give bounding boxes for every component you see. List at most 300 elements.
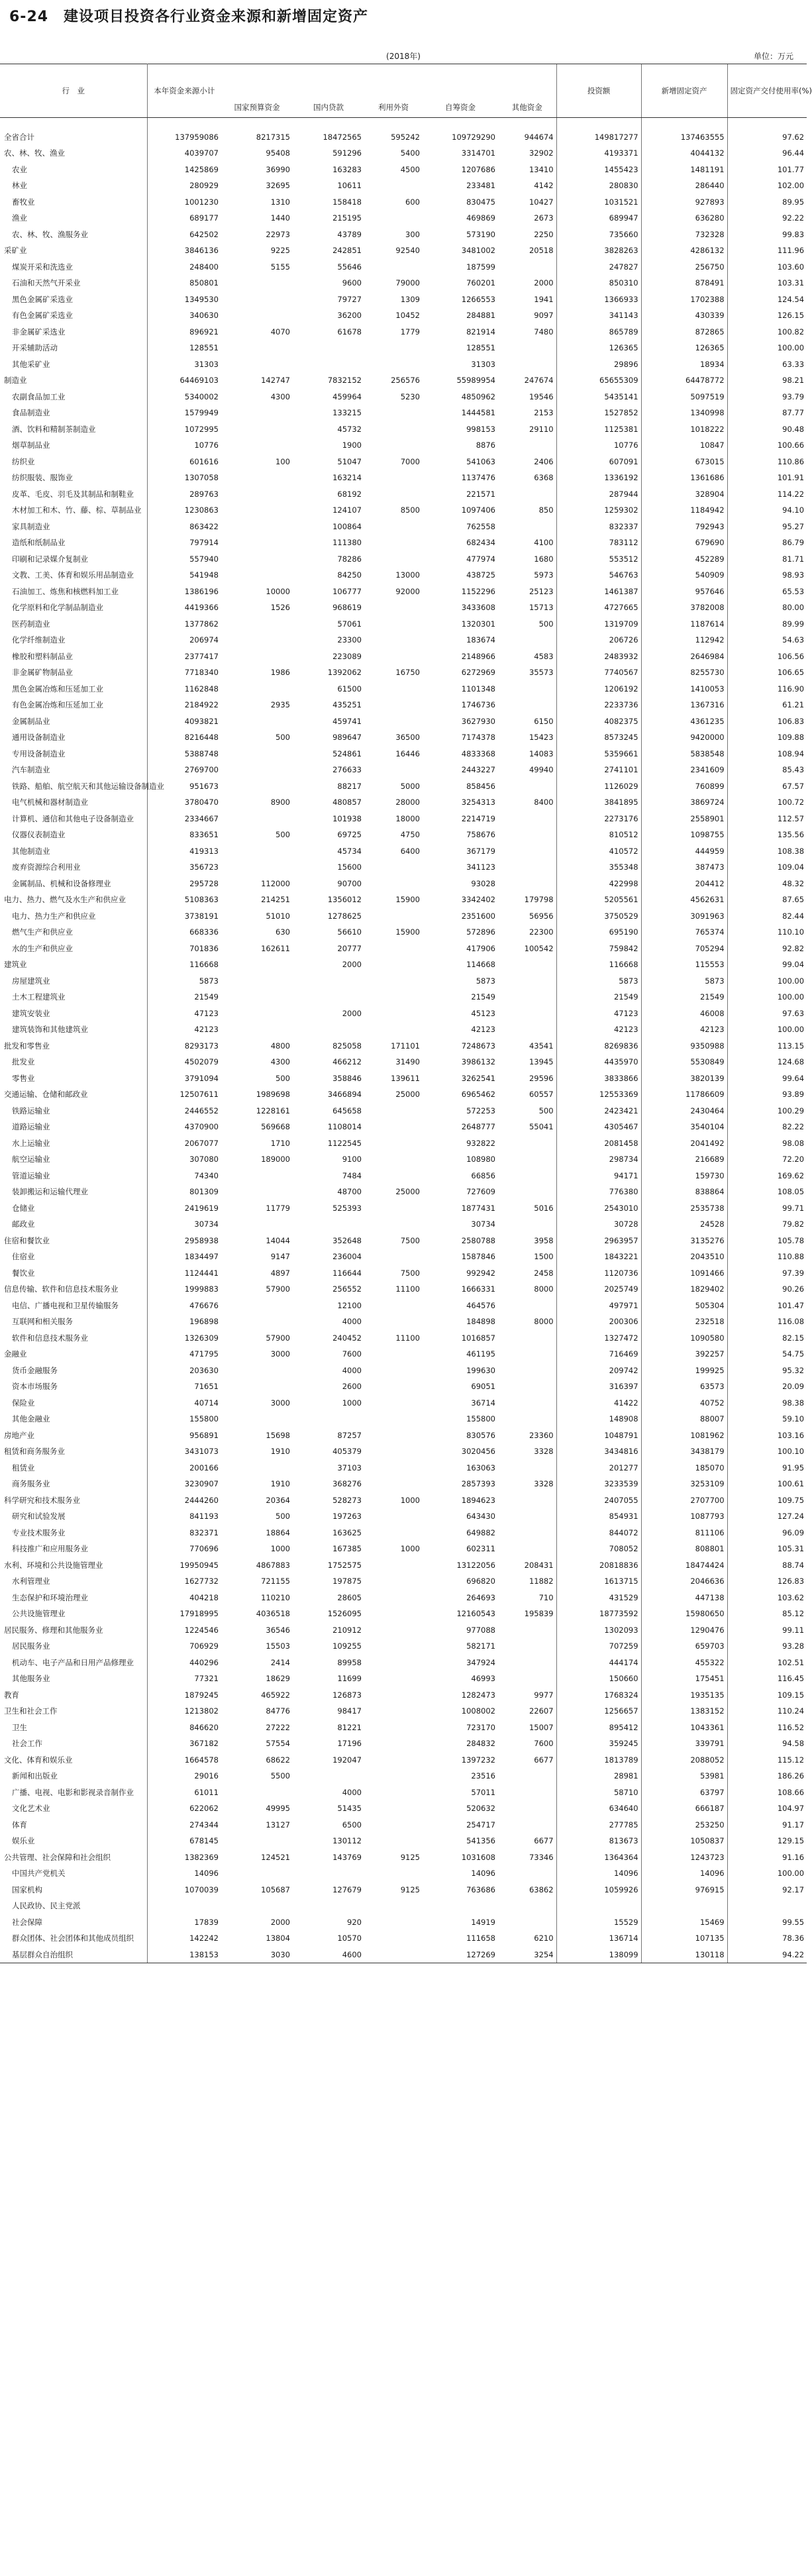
- row-label: 渔业: [0, 210, 147, 227]
- cell-foreign-capital: [364, 1557, 423, 1574]
- cell-investment: 1125381: [556, 421, 641, 438]
- cell-delivery-rate: 90.48: [727, 421, 807, 438]
- cell-foreign-capital: [364, 616, 423, 633]
- row-label: 黑色金属矿采选业: [0, 291, 147, 308]
- cell-total-funds: 10776: [194, 440, 219, 450]
- row-label: 其他制造业: [0, 843, 147, 860]
- cell-delivery-rate: 124.68: [727, 1054, 807, 1070]
- cell-investment: 2081458: [556, 1135, 641, 1152]
- cell-state-budget: 11779: [266, 1203, 290, 1213]
- cell-investment: 1059926: [556, 1882, 641, 1898]
- cell-delivery-rate: 81.71: [727, 551, 807, 568]
- cell-self-raised: 2648777: [461, 1122, 495, 1132]
- cell-state-budget: 162611: [261, 943, 290, 953]
- cell-self-raised: 1587846: [461, 1252, 495, 1262]
- cell-delivery-rate: 85.43: [727, 762, 807, 778]
- cell-delivery-rate: 116.52: [727, 1720, 807, 1736]
- cell-self-raised: 572253: [466, 1106, 495, 1115]
- cell-state-budget: [221, 1005, 293, 1022]
- cell-other-funds: 4142: [534, 181, 554, 191]
- cell-new-fixed-assets: 1090580: [641, 1330, 727, 1347]
- cell-total-funds: 841193: [189, 1512, 219, 1521]
- cell-state-budget: 1440: [270, 213, 290, 223]
- cell-state-budget: 500: [276, 1073, 290, 1083]
- cell-other-funds: [498, 437, 556, 454]
- cell-delivery-rate: 105.31: [727, 1541, 807, 1557]
- cell-self-raised: 1008002: [461, 1706, 495, 1716]
- header-state-budget: 国家预算资金: [221, 97, 293, 118]
- row-label: 酒、饮料和精制茶制造业: [0, 421, 147, 438]
- row-label: 造纸和纸制品业: [0, 535, 147, 551]
- cell-delivery-rate: 129.15: [727, 1833, 807, 1849]
- cell-other-funds: [498, 681, 556, 697]
- cell-total-funds: 1425869: [184, 164, 219, 174]
- cell-total-funds: 206974: [189, 635, 219, 645]
- table-row: [0, 697, 807, 713]
- row-label: 石油加工、炼焦和核燃料加工业: [0, 584, 147, 600]
- cell-total-funds: 3791094: [184, 1073, 219, 1083]
- cell-delivery-rate: 108.94: [727, 746, 807, 762]
- cell-total-funds: 203630: [189, 1365, 219, 1375]
- table-row: [0, 178, 807, 194]
- cell-foreign-capital: 10452: [395, 311, 420, 321]
- cell-total-funds: 5873: [199, 976, 219, 986]
- cell-foreign-capital: 595242: [391, 132, 420, 142]
- cell-investment: 359245: [556, 1735, 641, 1752]
- row-label: 卫生和社会工作: [0, 1703, 147, 1720]
- table-row: [0, 502, 807, 519]
- cell-other-funds: 49940: [529, 765, 554, 775]
- cell-foreign-capital: 5400: [400, 148, 420, 158]
- cell-other-funds: [498, 1005, 556, 1022]
- cell-foreign-capital: 171101: [391, 1041, 420, 1051]
- row-label: 水的生产和供应业: [0, 941, 147, 957]
- row-label: 专业技术服务业: [0, 1525, 147, 1541]
- row-label: 道路运输业: [0, 1119, 147, 1135]
- cell-domestic-loans: 7832152: [327, 376, 362, 386]
- cell-domestic-loans: 7600: [342, 1349, 362, 1359]
- cell-domestic-loans: 4000: [342, 1365, 362, 1375]
- cell-self-raised: 42123: [471, 1025, 495, 1035]
- cell-delivery-rate: 106.83: [727, 713, 807, 730]
- cell-delivery-rate: 100.10: [727, 1443, 807, 1460]
- cell-new-fixed-assets: 2341609: [641, 762, 727, 778]
- cell-investment: 341143: [556, 307, 641, 324]
- cell-other-funds: [498, 1363, 556, 1379]
- cell-self-raised: 183674: [466, 635, 495, 645]
- cell-new-fixed-assets: 1290476: [641, 1622, 727, 1639]
- cell-domestic-loans: 43789: [337, 229, 362, 239]
- cell-investment: 8269836: [556, 1038, 641, 1055]
- cell-new-fixed-assets: 666187: [641, 1800, 727, 1817]
- cell-total-funds: 2377417: [184, 651, 219, 661]
- cell-total-funds: 3230907: [184, 1479, 219, 1489]
- table-row: [0, 1168, 807, 1184]
- cell-investment: 813673: [556, 1833, 641, 1849]
- cell-self-raised: 582171: [466, 1641, 495, 1651]
- cell-self-raised: 66856: [471, 1170, 495, 1180]
- cell-other-funds: 14083: [529, 748, 554, 758]
- cell-foreign-capital: [364, 535, 423, 551]
- cell-total-funds: 2067077: [184, 1138, 219, 1148]
- cell-new-fixed-assets: [641, 1898, 727, 1914]
- cell-state-budget: [221, 762, 293, 778]
- cell-total-funds: 2769700: [184, 765, 219, 775]
- cell-new-fixed-assets: 1184942: [641, 502, 727, 519]
- cell-other-funds: 20518: [529, 246, 554, 256]
- cell-total-funds: 3431073: [184, 1447, 219, 1457]
- cell-domestic-loans: 1392062: [327, 668, 362, 678]
- cell-delivery-rate: 102.51: [727, 1655, 807, 1671]
- row-label: 零售业: [0, 1070, 147, 1087]
- cell-other-funds: [498, 1898, 556, 1914]
- row-label: 科技推广和应用服务业: [0, 1541, 147, 1557]
- row-label: 木材加工和木、竹、藤、棕、草制品业: [0, 502, 147, 519]
- cell-state-budget: 4897: [270, 1268, 290, 1278]
- cell-other-funds: 43541: [529, 1041, 554, 1051]
- cell-investment: 776380: [556, 1184, 641, 1200]
- cell-state-budget: [221, 632, 293, 648]
- cell-new-fixed-assets: 1367316: [641, 697, 727, 713]
- cell-delivery-rate: 101.47: [727, 1298, 807, 1314]
- cell-new-fixed-assets: 15980650: [641, 1606, 727, 1622]
- table-row: [0, 1411, 807, 1427]
- cell-self-raised: 108980: [466, 1155, 495, 1164]
- cell-state-budget: 9225: [270, 246, 290, 256]
- cell-new-fixed-assets: 705294: [641, 941, 727, 957]
- row-label: 化学纤维制造业: [0, 632, 147, 648]
- row-label: 黑色金属冶炼和压延加工业: [0, 681, 147, 697]
- cell-other-funds: [498, 1541, 556, 1557]
- cell-delivery-rate: 99.71: [727, 1200, 807, 1217]
- cell-total-funds: 248400: [189, 262, 219, 272]
- cell-investment: 3828263: [556, 242, 641, 259]
- cell-new-fixed-assets: 9350988: [641, 1038, 727, 1055]
- cell-foreign-capital: [364, 340, 423, 356]
- cell-state-budget: 1310: [270, 197, 290, 207]
- row-label: 全省合计: [0, 129, 147, 146]
- cell-new-fixed-assets: 18934: [641, 356, 727, 373]
- cell-investment: 546763: [556, 567, 641, 584]
- cell-self-raised: [423, 1898, 498, 1914]
- row-label: 中国共产党机关: [0, 1865, 147, 1882]
- cell-new-fixed-assets: 130118: [641, 1947, 727, 1963]
- table-row: [0, 194, 807, 211]
- cell-new-fixed-assets: 838864: [641, 1184, 727, 1200]
- table-row: [0, 908, 807, 925]
- cell-delivery-rate: 127.24: [727, 1508, 807, 1525]
- cell-foreign-capital: [364, 1833, 423, 1849]
- cell-investment: 29896: [556, 356, 641, 373]
- cell-total-funds: 846620: [189, 1722, 219, 1732]
- cell-total-funds: 642502: [189, 229, 219, 239]
- cell-foreign-capital: 92540: [395, 246, 420, 256]
- cell-state-budget: [221, 551, 293, 568]
- cell-total-funds: 863422: [189, 521, 219, 531]
- cell-self-raised: 477974: [466, 554, 495, 564]
- cell-domestic-loans: 10570: [337, 1933, 362, 1943]
- header-foreign-capital: 利用外资: [364, 97, 423, 118]
- table-row: [0, 599, 807, 616]
- cell-total-funds: 340630: [189, 311, 219, 321]
- unit-label: 单位：万元: [753, 52, 793, 61]
- table-row: [0, 372, 807, 389]
- cell-investment: 355348: [556, 859, 641, 876]
- cell-domestic-loans: 101938: [332, 813, 362, 823]
- table-row: [0, 794, 807, 811]
- cell-new-fixed-assets: 808801: [641, 1541, 727, 1557]
- row-label: 住宿业: [0, 1249, 147, 1265]
- cell-total-funds: 668336: [189, 927, 219, 937]
- cell-state-budget: 84776: [266, 1706, 290, 1716]
- table-row: [0, 437, 807, 454]
- cell-self-raised: 21549: [471, 992, 495, 1002]
- row-label: 专用设备制造业: [0, 746, 147, 762]
- cell-total-funds: 1999883: [184, 1284, 219, 1294]
- cell-other-funds: 29110: [529, 424, 554, 434]
- cell-delivery-rate: 91.95: [727, 1460, 807, 1476]
- cell-delivery-rate: 86.79: [727, 535, 807, 551]
- row-label: 软件和信息技术服务业: [0, 1330, 147, 1347]
- row-label: 制造业: [0, 372, 147, 389]
- cell-self-raised: 758676: [466, 830, 495, 840]
- cell-other-funds: 2000: [534, 278, 554, 288]
- cell-other-funds: 3328: [534, 1479, 554, 1489]
- table-row: [0, 1395, 807, 1412]
- cell-foreign-capital: 36500: [395, 733, 420, 743]
- cell-investment: 607091: [556, 454, 641, 470]
- cell-new-fixed-assets: 3091963: [641, 908, 727, 925]
- cell-state-budget: 22973: [266, 229, 290, 239]
- cell-delivery-rate: 135.56: [727, 827, 807, 843]
- cell-domestic-loans: 109255: [332, 1641, 362, 1651]
- table-row: [0, 1184, 807, 1200]
- cell-domestic-loans: 51435: [337, 1804, 362, 1814]
- cell-domestic-loans: 192047: [332, 1755, 362, 1765]
- row-label: 农副食品加工业: [0, 389, 147, 405]
- cell-investment: 497971: [556, 1298, 641, 1314]
- cell-new-fixed-assets: 10847: [641, 437, 727, 454]
- cell-total-funds: 47123: [194, 1008, 219, 1018]
- cell-self-raised: 417906: [466, 943, 495, 953]
- cell-self-raised: 682434: [466, 538, 495, 548]
- cell-domestic-loans: 167385: [332, 1544, 362, 1554]
- table-row: [0, 1200, 807, 1217]
- cell-new-fixed-assets: 1091466: [641, 1265, 727, 1282]
- cell-investment: 247827: [556, 259, 641, 276]
- cell-delivery-rate: 96.44: [727, 145, 807, 162]
- cell-other-funds: [498, 1508, 556, 1525]
- cell-investment: 15529: [556, 1914, 641, 1931]
- cell-foreign-capital: [364, 1314, 423, 1330]
- table-row: [0, 1557, 807, 1574]
- cell-total-funds: 1664578: [184, 1755, 219, 1765]
- cell-domestic-loans: 37103: [337, 1463, 362, 1472]
- cell-self-raised: 1016857: [461, 1333, 495, 1343]
- cell-delivery-rate: 93.89: [727, 1086, 807, 1103]
- cell-domestic-loans: 1278625: [327, 911, 362, 921]
- cell-self-raised: 14096: [471, 1869, 495, 1879]
- cell-new-fixed-assets: 5873: [641, 973, 727, 990]
- cell-total-funds: 295728: [189, 878, 219, 888]
- table-row: [0, 827, 807, 843]
- cell-total-funds: 896921: [189, 327, 219, 336]
- row-label: 非金属矿物制品业: [0, 664, 147, 681]
- cell-foreign-capital: 1000: [400, 1495, 420, 1505]
- cell-new-fixed-assets: 64478772: [641, 372, 727, 389]
- cell-state-budget: [221, 1784, 293, 1801]
- cell-self-raised: 1746736: [461, 700, 495, 710]
- cell-domestic-loans: 405379: [332, 1447, 362, 1457]
- table-row: [0, 1378, 807, 1395]
- cell-new-fixed-assets: 18474424: [641, 1557, 727, 1574]
- cell-self-raised: 643430: [466, 1512, 495, 1521]
- cell-total-funds: 116668: [189, 960, 219, 970]
- cell-self-raised: 2443227: [461, 765, 495, 775]
- cell-state-budget: [221, 356, 293, 373]
- cell-domestic-loans: [293, 340, 364, 356]
- cell-new-fixed-assets: 1243723: [641, 1849, 727, 1866]
- cell-state-budget: 8900: [270, 798, 290, 807]
- cell-other-funds: 500: [538, 1106, 554, 1115]
- row-label: 废弃资源综合利用业: [0, 859, 147, 876]
- cell-state-budget: 51010: [266, 911, 290, 921]
- cell-investment: 1613715: [556, 1573, 641, 1590]
- cell-other-funds: 25123: [529, 586, 554, 596]
- cell-delivery-rate: 101.77: [727, 162, 807, 178]
- cell-investment: 1031521: [556, 194, 641, 211]
- cell-foreign-capital: [364, 1411, 423, 1427]
- cell-new-fixed-assets: 199925: [641, 1363, 727, 1379]
- row-label: 基层群众自治组织: [0, 1947, 147, 1963]
- cell-total-funds: 1879245: [184, 1690, 219, 1700]
- cell-total-funds: 1349530: [184, 294, 219, 304]
- row-label: 新闻和出版业: [0, 1768, 147, 1784]
- cell-investment: 126365: [556, 340, 641, 356]
- cell-new-fixed-assets: 2535738: [641, 1200, 727, 1217]
- cell-other-funds: 1680: [534, 554, 554, 564]
- row-label: 房屋建筑业: [0, 973, 147, 990]
- cell-self-raised: 1207686: [461, 164, 495, 174]
- cell-foreign-capital: 8500: [400, 505, 420, 515]
- header-total-funds: 本年资金来源小计: [147, 64, 221, 118]
- cell-new-fixed-assets: 3135276: [641, 1233, 727, 1249]
- cell-state-budget: 10000: [266, 586, 290, 596]
- cell-self-raised: 221571: [466, 489, 495, 499]
- cell-foreign-capital: [364, 1476, 423, 1492]
- cell-other-funds: 15713: [529, 603, 554, 613]
- cell-domestic-loans: 12100: [337, 1300, 362, 1310]
- cell-foreign-capital: 7000: [400, 456, 420, 466]
- row-label: 科学研究和技术服务业: [0, 1492, 147, 1509]
- cell-other-funds: [498, 1184, 556, 1200]
- cell-foreign-capital: 9125: [400, 1884, 420, 1894]
- cell-domestic-loans: 68192: [337, 489, 362, 499]
- cell-delivery-rate: 99.11: [727, 1622, 807, 1639]
- cell-delivery-rate: 116.90: [727, 681, 807, 697]
- cell-domestic-loans: 89958: [337, 1657, 362, 1667]
- cell-self-raised: 992942: [466, 1268, 495, 1278]
- cell-delivery-rate: 100.61: [727, 1476, 807, 1492]
- cell-foreign-capital: [364, 876, 423, 892]
- row-label: 文化、体育和娱乐业: [0, 1752, 147, 1769]
- table-row: [0, 956, 807, 973]
- cell-total-funds: 1070039: [184, 1884, 219, 1894]
- table-row: [0, 1281, 807, 1298]
- cell-self-raised: 6272969: [461, 668, 495, 678]
- cell-self-raised: 821914: [466, 327, 495, 336]
- table-row: [0, 584, 807, 600]
- cell-investment: 2963957: [556, 1233, 641, 1249]
- cell-investment: 65655309: [556, 372, 641, 389]
- cell-total-funds: 1834497: [184, 1252, 219, 1262]
- cell-investment: 1366933: [556, 291, 641, 308]
- cell-other-funds: [498, 632, 556, 648]
- cell-self-raised: 13122056: [456, 1560, 495, 1570]
- cell-foreign-capital: 13000: [395, 570, 420, 580]
- cell-state-budget: 18629: [266, 1674, 290, 1684]
- cell-total-funds: 701836: [189, 943, 219, 953]
- cell-other-funds: 19546: [529, 391, 554, 401]
- cell-domestic-loans: 28605: [337, 1592, 362, 1602]
- table-row: [0, 843, 807, 860]
- row-label: 土木工程建筑业: [0, 989, 147, 1005]
- cell-foreign-capital: 9125: [400, 1852, 420, 1862]
- cell-self-raised: 127269: [423, 1947, 498, 1963]
- cell-state-budget: [221, 859, 293, 876]
- row-label: 建筑安装业: [0, 1005, 147, 1022]
- cell-self-raised: 2580788: [461, 1235, 495, 1245]
- cell-delivery-rate: 96.09: [727, 1525, 807, 1541]
- cell-domestic-loans: 968619: [332, 603, 362, 613]
- row-label: 金属制品业: [0, 713, 147, 730]
- cell-foreign-capital: 92000: [395, 586, 420, 596]
- table-row: [0, 1363, 807, 1379]
- cell-domestic-loans: 56610: [337, 927, 362, 937]
- cell-self-raised: 284832: [466, 1739, 495, 1749]
- row-label: 批发和零售业: [0, 1038, 147, 1055]
- cell-domestic-loans: 116644: [332, 1268, 362, 1278]
- cell-self-raised: 1282473: [461, 1690, 495, 1700]
- table-row: [0, 1103, 807, 1119]
- cell-other-funds: [498, 1865, 556, 1882]
- cell-new-fixed-assets: 447138: [641, 1590, 727, 1606]
- cell-delivery-rate: 112.57: [727, 811, 807, 827]
- cell-other-funds: 5016: [534, 1203, 554, 1213]
- row-label: 开采辅助活动: [0, 340, 147, 356]
- cell-new-fixed-assets: 1081962: [641, 1427, 727, 1444]
- cell-foreign-capital: [364, 1947, 423, 1963]
- cell-delivery-rate: 98.21: [727, 372, 807, 389]
- cell-investment: 1364364: [556, 1849, 641, 1866]
- row-label: 建筑业: [0, 956, 147, 973]
- cell-domestic-loans: 1108014: [327, 1122, 362, 1132]
- table-row: [0, 1784, 807, 1801]
- cell-state-budget: [221, 811, 293, 827]
- cell-domestic-loans: 158418: [332, 197, 362, 207]
- spacer-row: [0, 118, 807, 129]
- cell-other-funds: 55041: [529, 1122, 554, 1132]
- cell-total-funds: 4039707: [184, 148, 219, 158]
- cell-state-budget: [221, 1216, 293, 1233]
- cell-domestic-loans: 130112: [332, 1836, 362, 1846]
- cell-delivery-rate: 93.28: [727, 1638, 807, 1655]
- cell-delivery-rate: 105.78: [727, 1233, 807, 1249]
- cell-domestic-loans: 368276: [332, 1479, 362, 1489]
- cell-new-fixed-assets: 4286132: [641, 242, 727, 259]
- table-row: [0, 227, 807, 243]
- row-label: 公共设施管理业: [0, 1606, 147, 1622]
